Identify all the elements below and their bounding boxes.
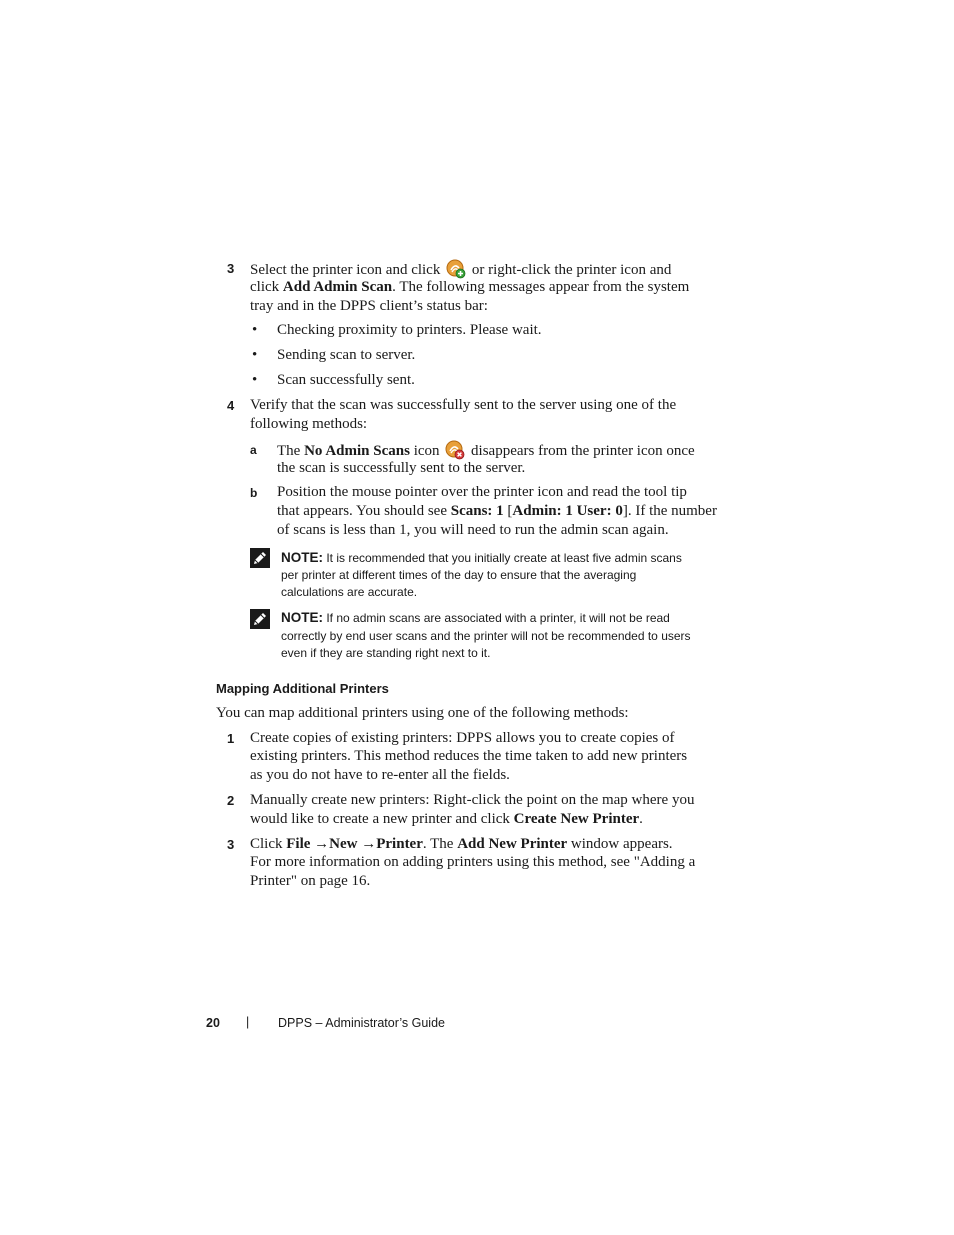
footer-separator: | bbox=[246, 1015, 250, 1029]
step-number: 3 bbox=[227, 837, 235, 852]
step3-line2: click Add Admin Scan. The following messages appear from the system bbox=[250, 279, 690, 295]
step4-line2: following methods: bbox=[250, 416, 368, 432]
substep-a-line1: The No Admin Scans icon disappears from the printer icon once bbox=[277, 440, 737, 461]
substep-label: b bbox=[250, 486, 258, 500]
page-number: 20 bbox=[206, 1016, 220, 1030]
note-line2: per printer at different times of the day to ensure that the averaging bbox=[281, 568, 637, 582]
note-pencil-icon bbox=[250, 609, 270, 629]
section-heading: Mapping Additional Printers bbox=[216, 681, 389, 696]
bullet-icon: • bbox=[252, 372, 258, 388]
note-line3: even if they are standing right next to it. bbox=[281, 646, 491, 660]
list-item: Sending scan to server. bbox=[277, 347, 416, 363]
footer-title: DPPS – Administrator’s Guide bbox=[278, 1016, 445, 1030]
substep-b-line2: that appears. You should see Scans: 1 [Admin: 1 User: 0]. If the number bbox=[277, 503, 717, 519]
item2-line2: would like to create a new printer and click Create New Printer. bbox=[250, 811, 643, 827]
note-pencil-icon bbox=[250, 548, 270, 568]
step3-line1: Select the printer icon and click or right-click the printer icon and bbox=[250, 259, 730, 280]
list-item: Checking proximity to printers. Please wait. bbox=[277, 322, 542, 338]
item3-line3: Printer" on page 16. bbox=[250, 873, 371, 889]
substep-b-line1: Position the mouse pointer over the printer icon and read the tool tip bbox=[277, 484, 687, 500]
bullet-icon: • bbox=[252, 347, 258, 363]
section-intro: You can map additional printers using one of the following methods: bbox=[216, 705, 629, 721]
note-line2: correctly by end user scans and the printer will not be recommended to users bbox=[281, 629, 691, 643]
note-line1: NOTE: It is recommended that you initially create at least five admin scans bbox=[281, 550, 682, 565]
substep-a-line2: the scan is successfully sent to the server. bbox=[277, 460, 526, 476]
step-number: 1 bbox=[227, 731, 235, 746]
step3-line3: tray and in the DPPS client’s status bar: bbox=[250, 298, 488, 314]
item3-line2: For more information on adding printers using this method, see "Adding a bbox=[250, 854, 696, 870]
item1-line3: as you do not have to re-enter all the fields. bbox=[250, 767, 510, 783]
no-admin-scans-icon bbox=[445, 440, 465, 460]
note-line1: NOTE: If no admin scans are associated with a printer, it will not be read bbox=[281, 610, 670, 625]
item3-line1: Click File →New →Printer. The Add New Printer window appears. bbox=[250, 836, 673, 852]
item1-line1: Create copies of existing printers: DPPS allows you to create copies of bbox=[250, 730, 675, 746]
substep-label: a bbox=[250, 443, 257, 457]
substep-b-line3: of scans is less than 1, you will need to run the admin scan again. bbox=[277, 522, 669, 538]
list-item: Scan successfully sent. bbox=[277, 372, 415, 388]
bullet-icon: • bbox=[252, 322, 258, 338]
step-number: 3 bbox=[227, 261, 235, 276]
step-number: 4 bbox=[227, 398, 235, 413]
note-line3: calculations are accurate. bbox=[281, 585, 418, 599]
step4-line1: Verify that the scan was successfully sent to the server using one of the bbox=[250, 397, 677, 413]
step-number: 2 bbox=[227, 793, 235, 808]
item1-line2: existing printers. This method reduces the time taken to add new printers bbox=[250, 748, 688, 764]
add-admin-scan-icon bbox=[446, 259, 466, 279]
item2-line1: Manually create new printers: Right-click the point on the map where you bbox=[250, 792, 695, 808]
